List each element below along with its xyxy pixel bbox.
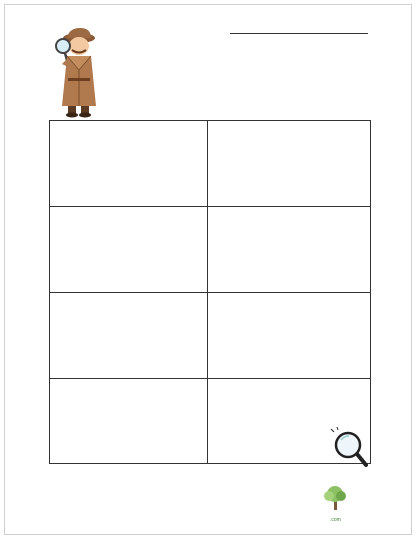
grid-divider-row-3 (49, 378, 371, 379)
magnifier-icon (330, 427, 370, 473)
getworksheets-logo (314, 484, 396, 524)
grid-divider-row-2 (49, 292, 371, 293)
svg-text:.com: .com (330, 517, 341, 523)
grid-divider-row-1 (49, 206, 371, 207)
name-field[interactable] (230, 33, 368, 34)
detective-illustration (50, 26, 100, 118)
